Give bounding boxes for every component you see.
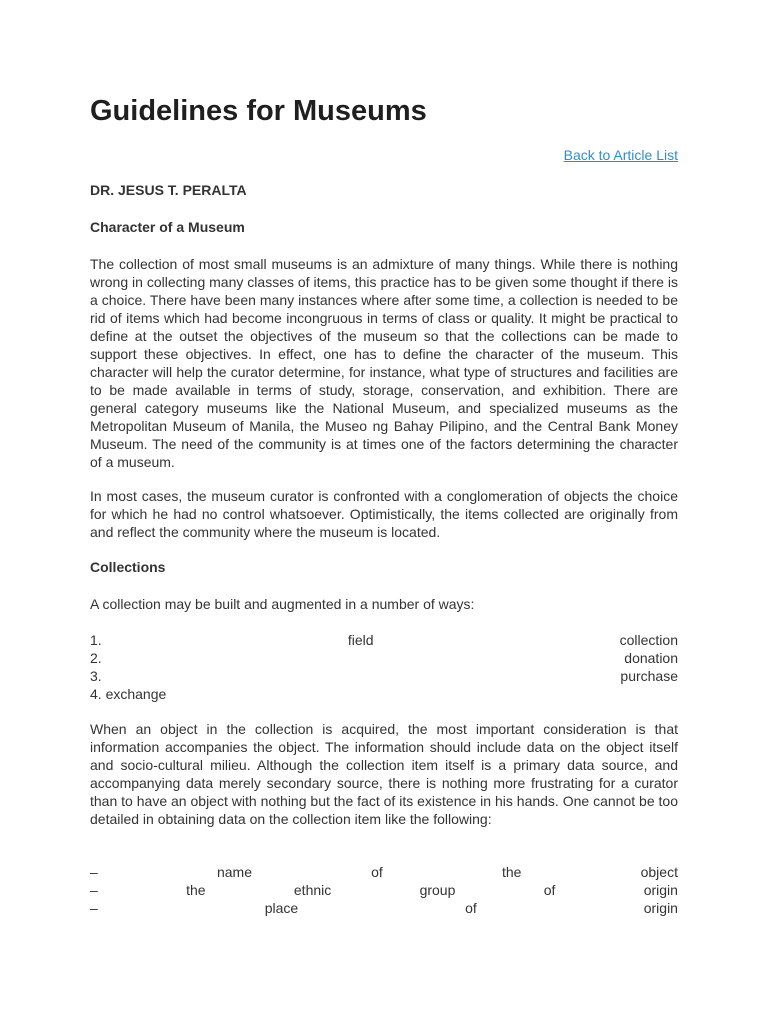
section-heading-character: Character of a Museum [90,219,245,235]
collection-way-item [90,685,678,703]
paragraph-collection-data: When an object in the collection is acquired, the most important consideration is that information accompanies the object. The information should include data on the object itself and socio-cultural milieu. Although the collection item itself is a primary data source, and accompanying data merely secondary source, there is nothing more frustrating for a curator than to have an object with nothing but the fact of its existence in his hands. One cannot be too detailed in obtaining data on the collection item like the following: [90,721,678,827]
list-item-word: of [371,864,383,880]
list-item-word: – [90,882,98,898]
paragraph-collections-intro: A collection may be built and augmented in a number of ways: [90,596,475,612]
paragraph-character-1: The collection of most small museums is an admixture of many things. While there is nothing wrong in collecting many classes of items, this practice has to be given some thought if there is a choice. There have been many instances where after some time, a collection is needed to be rid of items which had become incongruous in terms of class or quality. It might be practical to define at the outset the objectives of the museum so that the collections can be made to support these objectives. In effect, one has to define the character of the museum. This character will help the curator determine, for instance, what type of structures and facilities are to be made available in terms of study, storage, conservation, and exhibition. There are general category museums like the National Museum, and specialized museums as the Metropolitan Museum of Manila, the Museo ng Bahay Pilipino, and the Central Bank Money Museum. The need of the community is at times one of the factors determining the character of a museum. [90,256,678,470]
page-title: Guidelines for Museums [90,95,427,127]
collection-data-item [90,881,678,899]
paragraph-character-2: In most cases, the museum curator is confronted with a conglomeration of objects the choice for which he had no control whatsoever. Optimistically, the items collected are originally from and reflect the community where the museum is located. [90,488,678,540]
list-item-word: 4. exchange [90,686,167,702]
collection-way-item [90,631,678,649]
collection-data-item [90,863,678,881]
list-item-word: origin [643,882,678,898]
list-item-word: name [216,864,252,880]
list-item-word: the [501,864,522,880]
author-name: DR. JESUS T. PERALTA [90,182,247,198]
list-item-word: – [90,900,98,916]
list-item-word: 2. [90,650,102,666]
collection-way-item [90,649,678,667]
list-item-word: 1. [90,632,102,648]
section-heading-collections: Collections [90,559,166,575]
list-item-word: ethnic [293,882,332,898]
list-item-word: of [465,900,477,916]
collection-data-item [90,899,678,917]
list-item-word: origin [643,900,678,916]
list-item-word: field [347,632,374,648]
list-item-word: the [186,882,206,898]
collection-way-item [90,667,678,685]
list-item-word: donation [624,650,678,666]
list-item-word: purchase [620,668,678,684]
list-item-word: object [640,864,678,880]
list-item-word: 3. [90,668,102,684]
list-item-word: collection [619,632,678,648]
list-item-word: – [90,864,98,880]
list-item-word: place [264,900,299,916]
back-to-article-list-link[interactable]: Back to Article List [563,147,678,163]
list-item-word: group [419,882,456,898]
list-item-word: of [543,882,556,898]
